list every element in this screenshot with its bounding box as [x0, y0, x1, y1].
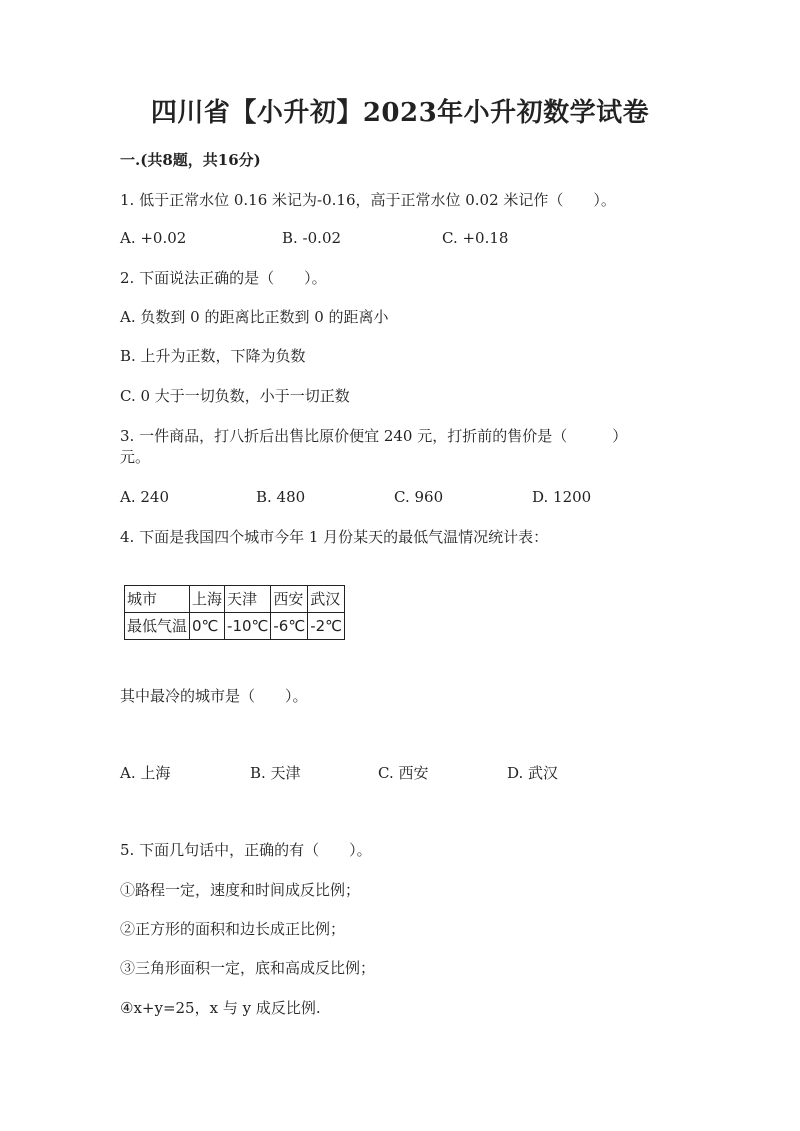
question-4-prompt: 其中最冷的城市是（ ）。	[120, 687, 308, 705]
table-cell: 西安	[271, 586, 308, 613]
table-cell: -2℃	[308, 613, 345, 640]
q1-option-c: C. +0.18	[442, 229, 509, 247]
q4-option-c: C. 西安	[378, 764, 429, 782]
table-cell: 0℃	[190, 613, 225, 640]
question-3-stem-line1: 3. 一件商品，打八折后出售比原价便宜 240 元，打折前的售价是（ ）	[120, 427, 628, 445]
q4-option-d: D. 武汉	[507, 764, 559, 782]
q2-option-b: B. 上升为正数，下降为负数	[120, 347, 306, 365]
q5-statement-1: ①路程一定，速度和时间成反比例；	[120, 881, 361, 899]
question-1-stem: 1. 低于正常水位 0.16 米记为-0.16，高于正常水位 0.02 米记作（ ）。	[120, 191, 616, 209]
table-header-row	[125, 586, 345, 613]
q2-option-c: C. 0 大于一切负数，小于一切正数	[120, 387, 350, 405]
question-5-stem: 5. 下面几句话中，正确的有（ ）。	[120, 841, 372, 859]
question-2-stem: 2. 下面说法正确的是（ ）。	[120, 269, 327, 287]
page-title: 四川省【小升初】2023年小升初数学试卷	[150, 98, 650, 128]
table-cell: 最低气温	[125, 613, 190, 640]
temperature-table	[124, 585, 345, 640]
q5-statement-2: ②正方形的面积和边长成正比例；	[120, 920, 346, 938]
question-3-stem-line2: 元。	[120, 448, 151, 466]
table-cell: 上海	[190, 586, 225, 613]
q5-statement-3: ③三角形面积一定，底和高成反比例；	[120, 959, 376, 977]
q3-option-c: C. 960	[394, 488, 444, 506]
q3-option-a: A. 240	[120, 488, 169, 506]
q3-option-d: D. 1200	[532, 488, 592, 506]
table-row	[125, 613, 345, 640]
q1-option-b: B. -0.02	[282, 229, 342, 247]
q3-option-b: B. 480	[256, 488, 306, 506]
q4-option-b: B. 天津	[250, 764, 301, 782]
table-cell: -6℃	[271, 613, 308, 640]
q2-option-a: A. 负数到 0 的距离比正数到 0 的距离小	[120, 308, 389, 326]
q5-statement-4: ④x+y=25，x 与 y 成反比例.	[120, 999, 321, 1017]
table-cell: 城市	[125, 586, 190, 613]
question-4-stem: 4. 下面是我国四个城市今年 1 月份某天的最低气温情况统计表：	[120, 528, 549, 546]
table-cell: 天津	[225, 586, 271, 613]
table-cell: -10℃	[225, 613, 271, 640]
q4-option-a: A. 上海	[120, 764, 171, 782]
q1-option-a: A. +0.02	[120, 229, 187, 247]
section-heading: 一.(共8题，共16分)	[120, 151, 261, 169]
table-cell: 武汉	[308, 586, 345, 613]
